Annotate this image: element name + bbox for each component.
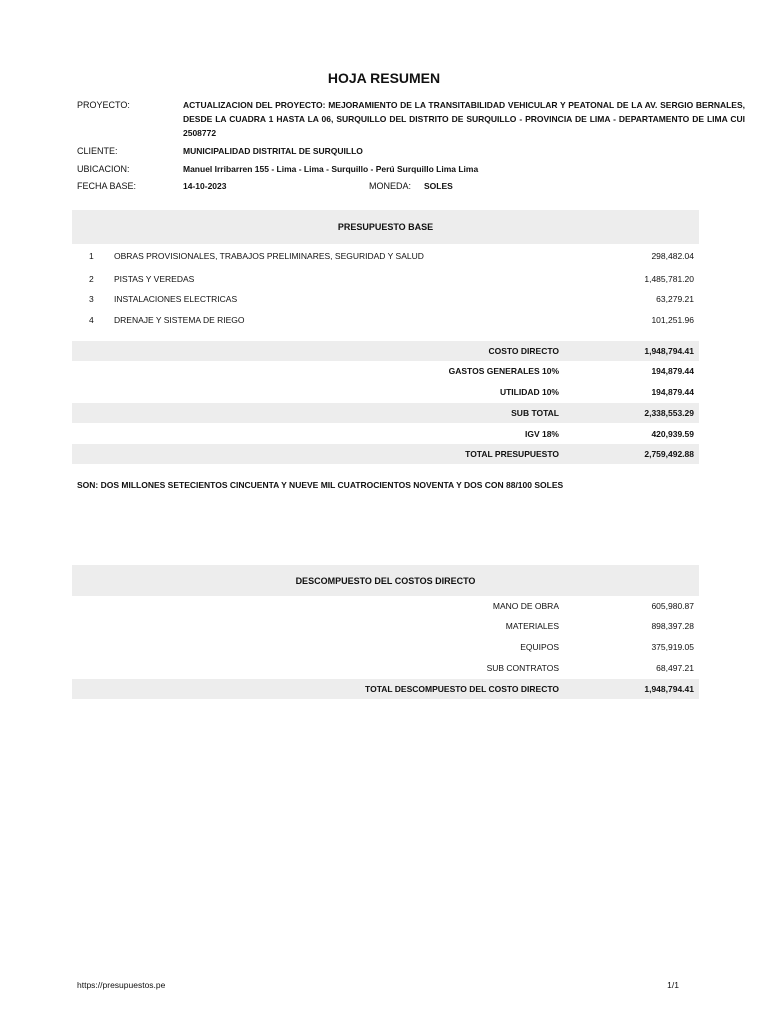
item-description: DRENAJE Y SISTEMA DE RIEGO	[114, 315, 245, 325]
mano-de-obra-label: MANO DE OBRA	[492, 601, 559, 611]
costo-directo-label: COSTO DIRECTO	[488, 346, 559, 356]
total-descompuesto-label: TOTAL DESCOMPUESTO DEL COSTO DIRECTO	[365, 684, 559, 694]
amount-in-words: SON: DOS MILLONES SETECIENTOS CINCUENTA Y NUEVE MIL CUATROCIENTOS NOVENTA Y DOS CON 88/100 SOLES	[77, 480, 564, 490]
moneda-value: SOLES	[424, 181, 453, 191]
item-description: INSTALACIONES ELECTRICAS	[114, 294, 238, 304]
sub-total-band	[72, 403, 699, 423]
proyecto-label: PROYECTO:	[77, 100, 130, 110]
page-title: HOJA RESUMEN	[327, 70, 441, 86]
ubicacion-label: UBICACION:	[77, 164, 130, 174]
igv-label: IGV 18%	[524, 429, 559, 439]
total-descompuesto-amount: 1,948,794.41	[644, 684, 694, 694]
materiales-label: MATERIALES	[505, 621, 559, 631]
sub-contratos-amount: 68,497.21	[656, 663, 694, 673]
descompuesto-title: DESCOMPUESTO DEL COSTOS DIRECTO	[295, 576, 476, 586]
sub-total-label: SUB TOTAL	[511, 408, 559, 418]
costo-directo-amount: 1,948,794.41	[644, 346, 694, 356]
item-amount: 1,485,781.20	[644, 274, 694, 284]
proyecto-value: ACTUALIZACION DEL PROYECTO: MEJORAMIENTO DE LA TRANSITABILIDAD VEHICULAR Y PEATONAL DE LA AV. SERGIO BERNALES, DESDE LA CUADRA 1 HASTA LA 06, SURQUILLO DEL DISTRITO DE SURQUILLO - PROVINCIA DE LIMA - DEPARTAMENTO DE LIMA CUI 2508772	[183, 100, 745, 138]
cliente-value: MUNICIPALIDAD DISTRITAL DE SURQUILLO	[183, 146, 363, 156]
item-description: PISTAS Y VEREDAS	[114, 274, 195, 284]
sub-contratos-label: SUB CONTRATOS	[486, 663, 559, 673]
materiales-amount: 898,397.28	[651, 621, 694, 631]
utilidad-amount: 194,879.44	[651, 387, 694, 397]
cliente-label: CLIENTE:	[77, 146, 118, 156]
costo-directo-band	[72, 341, 699, 361]
item-number: 2	[89, 274, 94, 284]
total-presupuesto-band	[72, 444, 699, 464]
gastos-generales-label: GASTOS GENERALES 10%	[448, 366, 559, 376]
total-presupuesto-amount: 2,759,492.88	[644, 449, 694, 459]
footer-url: https://presupuestos.pe	[77, 980, 166, 990]
total-presupuesto-label: TOTAL PRESUPUESTO	[465, 449, 559, 459]
page-number: 1/1	[667, 980, 679, 990]
item-number: 1	[89, 251, 94, 261]
presupuesto-title: PRESUPUESTO BASE	[337, 222, 434, 232]
item-description: OBRAS PROVISIONALES, TRABAJOS PRELIMINARES, SEGURIDAD Y SALUD	[114, 251, 424, 261]
gastos-generales-amount: 194,879.44	[651, 366, 694, 376]
sub-total-amount: 2,338,553.29	[644, 408, 694, 418]
equipos-label: EQUIPOS	[520, 642, 559, 652]
item-number: 3	[89, 294, 94, 304]
mano-de-obra-amount: 605,980.87	[651, 601, 694, 611]
item-amount: 101,251.96	[651, 315, 694, 325]
equipos-amount: 375,919.05	[651, 642, 694, 652]
item-amount: 298,482.04	[651, 251, 694, 261]
utilidad-label: UTILIDAD 10%	[499, 387, 559, 397]
fecha-base-label: FECHA BASE:	[77, 181, 137, 191]
moneda-label: MONEDA:	[369, 181, 412, 191]
item-amount: 63,279.21	[656, 294, 694, 304]
fecha-base-value: 14-10-2023	[183, 181, 227, 191]
item-number: 4	[89, 315, 94, 325]
ubicacion-value: Manuel Irribarren 155 - Lima - Lima - Surquillo - Perú Surquillo Lima Lima	[183, 164, 479, 174]
igv-amount: 420,939.59	[651, 429, 694, 439]
